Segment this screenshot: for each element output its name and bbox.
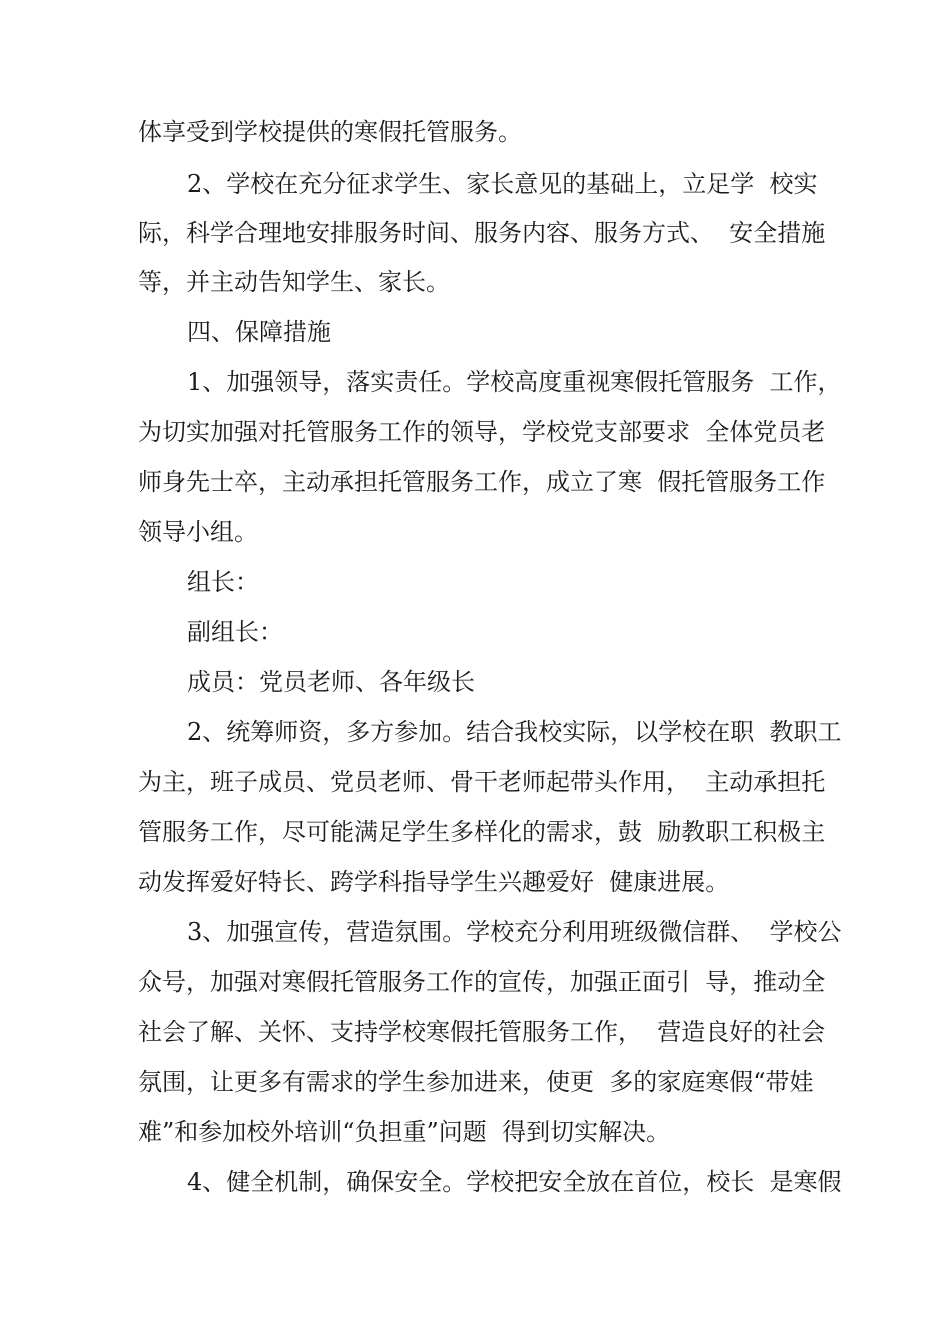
- paragraph-line: 体享受到学校提供的寒假托管服务。: [138, 118, 522, 146]
- paragraph-line: 2、统筹师资，多方参加。结合我校实际，以学校在职 教职工: [187, 718, 842, 746]
- paragraph-line: 为主，班子成员、党员老师、骨干老师起带头作用， 主动承担托: [138, 768, 826, 796]
- paragraph-line: 难”和参加校外培训“负担重”问题 得到切实解决。: [138, 1118, 671, 1146]
- paragraph-line: 社会了解、关怀、支持学校寒假托管服务工作， 营造良好的社会: [138, 1018, 826, 1046]
- paragraph-line: 1、加强领导，落实责任。学校高度重视寒假托管服务 工作，: [187, 368, 842, 396]
- paragraph-line: 4、健全机制，确保安全。学校把安全放在首位，校长 是寒假: [187, 1168, 842, 1196]
- paragraph-line: 3、加强宣传，营造氛围。学校充分利用班级微信群、 学校公: [187, 918, 842, 946]
- paragraph-line: 际，科学合理地安排服务时间、服务内容、服务方式、 安全措施: [138, 219, 826, 247]
- paragraph-line: 管服务工作，尽可能满足学生多样化的需求，鼓 励教职工积极主: [138, 818, 826, 846]
- paragraph-line: 领导小组。: [138, 518, 258, 546]
- paragraph-line: 2、学校在充分征求学生、家长意见的基础上，立足学 校实: [187, 170, 818, 198]
- group-leader-line: 组长：: [187, 568, 259, 596]
- paragraph-line: 师身先士卒，主动承担托管服务工作，成立了寒 假托管服务工作: [138, 468, 826, 496]
- members-line: 成员：党员老师、各年级长: [187, 668, 475, 696]
- paragraph-line: 为切实加强对托管服务工作的领导，学校党支部要求 全体党员老: [138, 418, 826, 446]
- paragraph-line: 众号，加强对寒假托管服务工作的宣传，加强正面引 导，推动全: [138, 968, 826, 996]
- paragraph-line: 氛围，让更多有需求的学生参加进来，使更 多的家庭寒假“带娃: [138, 1068, 814, 1096]
- paragraph-line: 动发挥爱好特长、跨学科指导学生兴趣爱好 健康进展。: [138, 868, 730, 896]
- deputy-leader-line: 副组长：: [187, 618, 283, 646]
- section-heading: 四、保障措施: [187, 318, 331, 346]
- paragraph-line: 等，并主动告知学生、家长。: [138, 268, 450, 296]
